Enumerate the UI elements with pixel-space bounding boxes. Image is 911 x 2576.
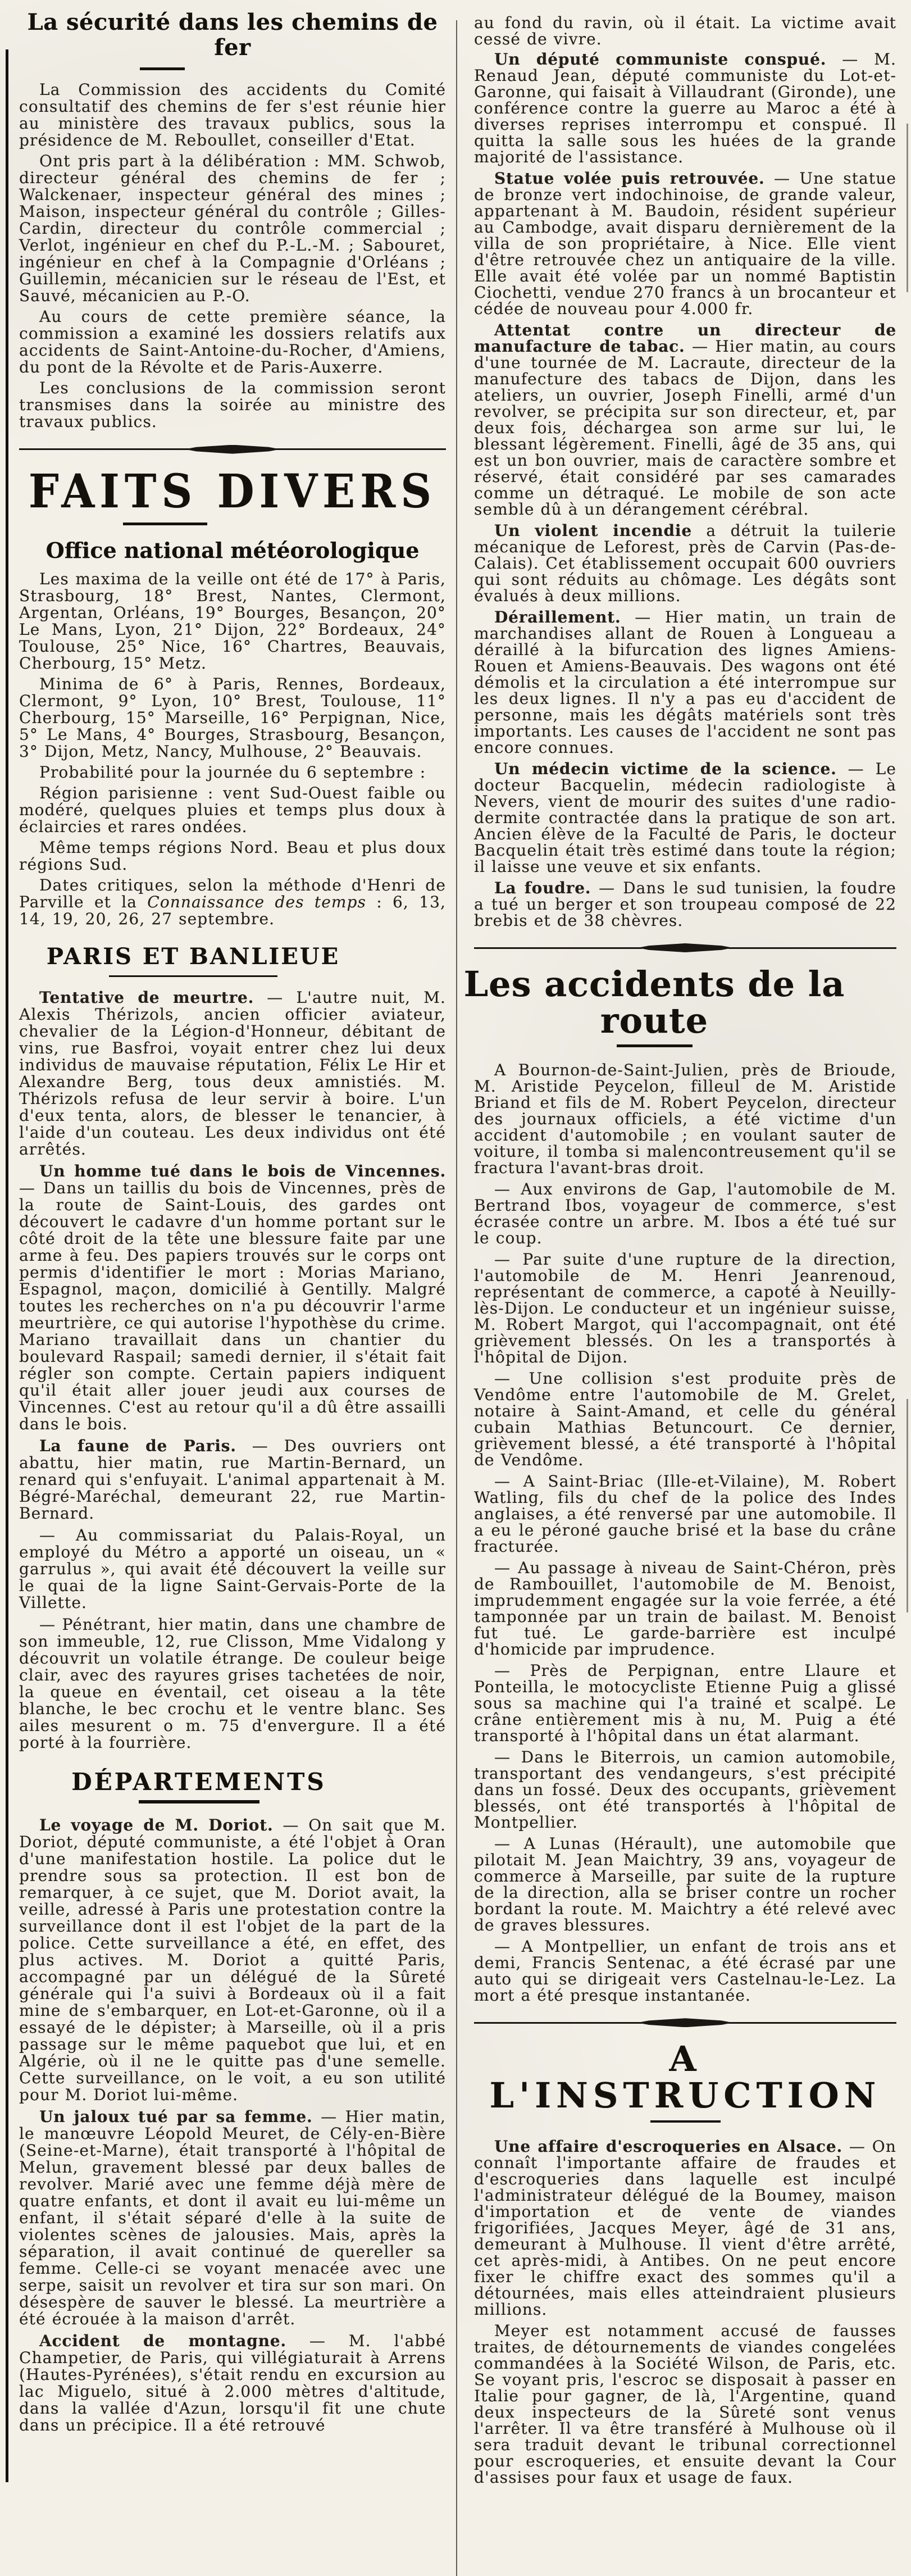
story-text: — M. Renaud Jean, député communiste du Lot-et-Garonne, qui faisait à Villaudrant (Gironde), une conférence contre la guerre au Maroc a été à diverses reprises interrompu et conspué. Il quitta la salle sous les huées de la grande majorité de l'assistance. — [474, 50, 896, 166]
accident-item: — A Saint-Briac (Ille-et-Vilaine), M. Robert Watling, fils du chef de la police des Indes anglaises, a été renversé par une automobile. Il a eu le péroné gauche brisé et la base du crâne fracturée. — [474, 1472, 896, 1556]
paragraph: Les conclusions de la commission seront transmises dans la soirée au ministre des travaux publics. — [19, 378, 446, 431]
story-lead: Une affaire d'escroqueries en Alsace. — [494, 2137, 843, 2156]
story — [474, 609, 896, 756]
paris-banlieue-title: PARIS ET BANLIEUE — [46, 943, 340, 970]
accident-item: — Dans le Biterrois, un camion automobile, transportant des vendangeurs, s'est précipité dans un fossé. Deux des occupants, grièvement blessés, ont été transportés à l'hôpital de Montpellier. — [474, 1748, 896, 1832]
faits-divers-title: FAITS DIVERS — [28, 464, 437, 519]
accident-item: — Au passage à niveau de Saint-Chéron, près de Rambouillet, l'automobile de M. Benoist, imprudemment engagée sur la voie ferrée, a été tamponnée par un train de bailast. M. Benoist fut tué. Le garde-barrière est inculpé d'homicide par imprudence. — [474, 1559, 896, 1659]
dates-post: : 6, 13, 14, 19, 20, 26, 27 septembre. — [19, 893, 446, 929]
story-text: a détruit la tuilerie mécanique de Leforest, près de Carvin (Pas-de-Calais). Cet établissement occupait 600 ouvriers qui sont réduits au chômage. Les dégâts sont évalués à deux millions. — [474, 521, 896, 605]
story — [19, 1527, 446, 1611]
story — [474, 2138, 896, 2318]
railway-article-title: La sécurité dans les chemins de fer — [27, 9, 438, 61]
story-text: — Pénétrant, hier matin, dans une chambre de son immeuble, 12, rue Clisson, Mme Vidalong y découvrit un volatile étrange. De couleur beige clair, avec des rayures grises tachetées de noir, la queue en éventail, cet oiseau a la tête blanche, le bec crochu et le ventre blanc. Ses ailes mesurent o m. 75 d'envergure. Il a été porté à la fourrière. — [19, 1615, 446, 1752]
continuation-paragraph: au fond du ravin, où il était. La victime avait cessé de vivre. — [474, 13, 896, 48]
story — [474, 170, 896, 317]
instruction-title: A L'INSTRUCTION — [489, 2038, 881, 2116]
story — [19, 1438, 446, 1522]
story-text: — Dans le sud tunisien, la foudre a tué un berger et son troupeau composé de 22 brebis et de 38 chèvres. — [474, 879, 896, 930]
story — [19, 2333, 446, 2434]
story-lead: Un jaloux tué par sa femme. — [39, 2107, 313, 2127]
right-edge-rule-mid — [907, 1399, 908, 1612]
story — [19, 989, 446, 1158]
story — [474, 761, 896, 875]
story — [474, 322, 896, 517]
paragraph: Meyer est notamment accusé de fausses traites, de détournements de viandes congelées commandées à la Société Wilson, de Paris, etc. Se voyant pris, l'escroc se disposait à passer en Italie pour gagner, de là, l'Argentine, quand deux inspecteurs de la Sûreté sont venus l'arrêter. Il va être transféré à Mulhouse où il sera traduit devant le tribunal correctionnel pour escroqueries, et ensuite devant la Cour d'assises pour faux et usage de faux. — [474, 2321, 896, 2487]
story-text: — Le docteur Bacquelin, médecin radiologiste à Nevers, vient de mourir des suites d'une radio-dermite contractée dans la pratique de son art. Ancien élève de la Faculté de Paris, le docteur Bacquelin était très estimé dans toute la région; il laisse une veuve et six enfants. — [474, 760, 896, 876]
dates-critiques-paragraph — [19, 877, 446, 928]
story-lead: Un homme tué dans le bois de Vincennes. — [39, 1162, 446, 1181]
story-lead: La foudre. — [494, 879, 591, 897]
title-rule — [139, 1800, 259, 1803]
story-text: — L'autre nuit, M. Alexis Thérizols, ancien officier aviateur, chevalier de la Légion-d'Honneur, débitant de vins, rue Basfroi, voyait entrer chez lui deux individus de mauvaise réputation, Félix Le Hir et Alexandre Berg, tous deux amnistiés. M. Thérizols refusa de leur servir à boire. L'un d'eux tenta, alors, de blesser le tenancier, à l'aide d'un couteau. Les deux individus ont été arrêtés. — [19, 988, 446, 1159]
story — [19, 1616, 446, 1751]
column-divider-rule — [456, 20, 457, 2576]
story-text: — On sait que M. Doriot, député communiste, a été l'objet à Oran d'une manifestation hostile. La police dut le prendre sous sa protection. Il est bon de remarquer, à ce sujet, que M. Doriot avait, la veille, adressé à Paris une protestation contre la surveillance dont il est l'objet de la part de la police. Cette surveillance a été, en effet, des plus actives. M. Doriot a quitté Paris, accompagné par un délégué de la Sûreté générale qui l'a suivi à Bordeaux où il a fait mine de s'embarquer, en Lot-et-Garonne, où il a essayé de le dépister; à Marseille, où il a pris passage sur le même paquebot que lui, et en Algérie, où il ne le quitte pas d'une semelle. Cette surveillance, on le voit, a eu son utilité pour M. Doriot lui-même. — [19, 1816, 446, 2105]
story — [19, 1817, 446, 2103]
paragraph: Ont pris part à la délibération : MM. Schwob, directeur général des chemins de fer ; Walckenaer, inspecteur général des mines ; Maison, inspecteur général du contrôle ; Gilles-Cardin, directeur du contrôle commercial ; Verlot, ingénieur en chef du P.-L.-M. ; Sabouret, ingénieur en chef à la Compagnie d'Orléans ; Guillemin, mécanicien sur le réseau de l'Est, et Sauvé, mécanicien au P.-O. — [19, 151, 446, 305]
title-rule — [650, 2120, 721, 2123]
story — [474, 51, 896, 165]
paragraph: Minima de 6° à Paris, Rennes, Bordeaux, Clermont, 9° Lyon, 10° Brest, Toulouse, 11° Cherbourg, 15° Marseille, 16° Perpignan, Nice, 5° Le Mans, 4° Bourges, Strasbourg, Besançon, 3° Dijon, Metz, Nancy, Mulhouse, 2° Beauvais. — [19, 675, 446, 761]
story-lead: La faune de Paris. — [39, 1437, 236, 1456]
story — [474, 523, 896, 604]
story — [19, 1163, 446, 1433]
meteo-title: Office national météorologique — [45, 537, 420, 563]
section-divider — [474, 943, 896, 952]
accident-item: — Aux environs de Gap, l'automobile de M. Bertrand Ibos, voyageur de commerce, s'est écrasée contre un arbre. M. Ibos a été tué sur le coup. — [474, 1180, 896, 1248]
story-lead: Le voyage de M. Doriot. — [39, 1816, 274, 1835]
story-lead: Statue volée puis retrouvée. — [494, 169, 765, 188]
accident-item: — Une collision s'est produite près de Vendôme entre l'automobile de M. Grelet, notaire à Saint-Amand, et celle du général cubain Mathias Betuncourt. Ce dernier, grièvement blessé, a été transporté à l'hôpital de Vendôme. — [474, 1369, 896, 1470]
diamond-ornament — [637, 943, 733, 952]
title-rule — [109, 975, 277, 977]
story-lead: Déraillement. — [494, 608, 621, 626]
story-lead: Un violent incendie — [494, 521, 692, 540]
dates-italic-title: Connaissance des temps — [147, 893, 367, 912]
story-lead: Attentat contre un directeur de manufacture de tabac. — [474, 321, 896, 356]
accident-item: — A Lunas (Hérault), une automobile que pilotait M. Jean Maichtry, 39 ans, voyageur de commerce à Marseille, par suite de la rupture de la direction, alla se briser contre un rocher bordant la route. M. Maichtry a été relevé avec de graves blessures. — [474, 1834, 896, 1935]
accident-item: — Près de Perpignan, entre Llaure et Ponteilla, le motocycliste Etienne Puig a glissé sous sa machine qui l'a trainé et scalpé. Le crâne entièrement mis à nu, M. Puig a été transporté à l'hôpital dans un état alarmant. — [474, 1661, 896, 1746]
story-text: — Hier matin, le manœuvre Léopold Meuret, de Cély-en-Bière (Seine-et-Marne), était transporté à l'hôpital de Melun, gravement blessé par deux balles de revolver. Marié avec une femme déjà mère de quatre enfants, et dont il avait eu lui-même un enfant, il s'était séparé d'elle à la suite de violentes scènes de jalousies. Mais, après la séparation, il avait continué de quereller sa femme. Celle-ci se voyant menacée avec une serpe, saisit un revolver et tira sur son mari. On désespère de sauver le blessé. La meurtrière a été écrouée à la maison d'arrêt. — [19, 2107, 446, 2329]
paragraph: Probabilité pour la journée du 6 septembre : — [39, 763, 426, 782]
story-text: — Des ouvriers ont abattu, hier matin, rue Martin-Bernard, un renard qui s'enfuyait. L'animal appartenait à M. Bégré-Maréchal, demeurant 22, rue Martin-Bernard. — [19, 1437, 446, 1523]
accidents-route-title: Les accidents de la route — [463, 964, 845, 1042]
story-lead: Accident de montagne. — [39, 2332, 286, 2351]
accident-item: — Par suite d'une rupture de la direction, l'automobile de M. Henri Jeanrenoud, représentant de commerce, a capoté à Neuilly-lès-Dijon. Le conducteur et un ingénieur suisse, M. Robert Margot, qui l'accompagnait, ont été grièvement blessés. On les a transportés à l'hôpital de Dijon. — [474, 1250, 896, 1367]
story-text: — Une statue de bronze vert indochinoise, de grande valeur, appartenant à M. Baudoin, résident supérieur au Cambodge, avait disparu dernièrement de la villa de son propriétaire, à Nice. Elle vient d'être retrouvée chez un antiquaire de la ville. Elle avait été volée par un nommé Baptistin Ciochetti, vendue 270 francs à un brocanteur et cédée de nouveau pour 4.000 fr. — [474, 169, 897, 318]
title-rule — [140, 67, 185, 70]
story-lead: Un médecin victime de la science. — [494, 760, 837, 778]
title-rule — [123, 523, 207, 525]
accident-item: — A Montpellier, un enfant de trois ans et demi, Francis Sentenac, a été écrasé par une auto qui se dirigeait vers Castelnau-le-Lez. La mort a été presque instantanée. — [474, 1937, 896, 2005]
story-text: — Hier matin, au cours d'une tournée de M. Lacraute, directeur de la manufecture des tabacs de Dijon, dans les ateliers, un ouvrier, Joseph Finelli, armé d'un revolver, se précipita sur son directeur, et, par deux fois, déchargea son arme sur lui, le blessant légèrement. Finelli, âgé de 35 ans, qui est un bon ouvrier, mais de caractère sombre et réservé, était considéré par ses camarades comme un détraqué. Le mobile de son acte semble dû à un dérangement cérébral. — [474, 337, 896, 519]
story — [19, 2109, 446, 2328]
story-text: — M. l'abbé Champetier, de Paris, qui villégiaturait à Arrens (Hautes-Pyrénées), s'était rendu en excursion au lac Miguelo, situé à 2.000 mètres d'altitude, dans la vallée d'Azun, lorsqu'il fit une chute dans un précipice. Il a été retrouvé — [19, 2332, 446, 2435]
diamond-ornament — [637, 2018, 733, 2027]
right-edge-rule-top — [907, 124, 908, 292]
title-rule — [617, 1044, 693, 1047]
accident-item: A Bournon-de-Saint-Julien, près de Brioude, M. Aristide Peycelon, filleul de M. Aristide Briand et fils de M. Robert Peycelon, directeur des journaux officiels, a été victime d'un accident d'automobile ; en voulant sauter de voiture, il tomba si malencontreusement qu'il se fractura l'avant-bras droit. — [474, 1061, 896, 1178]
paragraph: La Commission des accidents du Comité consultatif des chemins de fer s'est réunie hier au ministère des travaux publics, sous la présidence de M. Reboullet, conseiller d'Etat. — [19, 80, 446, 149]
story-lead: Tentative de meurtre. — [39, 988, 254, 1007]
dates-pre: Dates critiques, selon la méthode d'Henri de Parville et la — [19, 876, 446, 912]
departements-title: DÉPARTEMENTS — [71, 1768, 326, 1796]
paragraph: Les maxima de la veille ont été de 17° à Paris, Strasbourg, 18° Brest, Nantes, Clermont, Argentan, Orléans, 19° Bourges, Besançon, 20° Le Mans, Lyon, 21° Dijon, 22° Bordeaux, 24° Toulouse, 25° Nice, 16° Chartres, Beauvais, Cherbourg, 15° Metz. — [19, 570, 446, 673]
paragraph: Même temps régions Nord. Beau et plus doux régions Sud. — [19, 838, 446, 874]
story — [474, 880, 896, 929]
paragraph: Région parisienne : vent Sud-Ouest faible ou modéré, quelques pluies et temps plus doux à éclaircies et rares ondées. — [19, 784, 446, 837]
paragraph: Au cours de cette première séance, la commission a examiné les dossiers relatifs aux accidents de Saint-Antoine-du-Rocher, d'Amiens, du pont de la Révolte et de Paris-Auxerre. — [19, 307, 446, 376]
left-edge-rule — [6, 49, 8, 2482]
story-text: — Dans un taillis du bois de Vincennes, près de la route de Saint-Louis, des gardes ont découvert le cadavre d'un homme portant sur le côté droit de la tête une blessure faite par une arme à feu. Des papiers trouvés sur le corps ont permis d'identifier le mort : Morias Mariano, Espagnol, maçon, domicilié à Gentilly. Malgré toutes les recherches on n'a pu découvrir l'arme meurtrière, ce qui autorise l'hypothèse du crime. Mariano travaillait dans un chantier du boulevard Raspail; samedi dernier, il s'était fait régler son compte. Certain papiers indiquent qu'il était aller jouer jeudi aux courses de Vincennes. C'est au retour qu'il a dû être assailli dans le bois. — [19, 1179, 446, 1434]
section-divider — [474, 2018, 896, 2027]
story-lead: Un député communiste conspué. — [494, 50, 827, 69]
section-divider — [19, 445, 446, 454]
left-column — [19, 10, 446, 2439]
right-column — [463, 13, 897, 2491]
diamond-ornament — [185, 445, 280, 454]
story-text: — Hier matin, un train de marchandises allant de Rouen à Longueau a déraillé à la bifurcation des lignes Amiens-Rouen et Amiens-Beauvais. Des wagons ont été démolis et la circulation a été interrompue sur les deux lignes. Il n'y a pas eu d'accident de personne, mais les dégâts matériels sont très importants. Les causes de l'accident ne sont pas encore connues. — [474, 608, 896, 757]
story-text: — On connaît l'importante affaire de fraudes et d'escroqueries dans laquelle est inculpé l'administrateur délégué de la Boumey, maison d'importation et de vente de viandes frigorifiées, Jacques Meyer, âgé de 31 ans, demeurant à Mulhouse. Il vient d'être arrêté, cet après-midi, à Antibes. On ne peut encore fixer le chiffre exact des sommes qu'il a détournées, mais elles atteindraient plusieurs millions. — [474, 2137, 896, 2319]
story-text: — Au commissariat du Palais-Royal, un employé du Métro a apporté un oiseau, un « garrulus », qui avait été découvert la veille sur le quai de la ligne Saint-Gervais-Porte de la Villette. — [19, 1526, 446, 1612]
